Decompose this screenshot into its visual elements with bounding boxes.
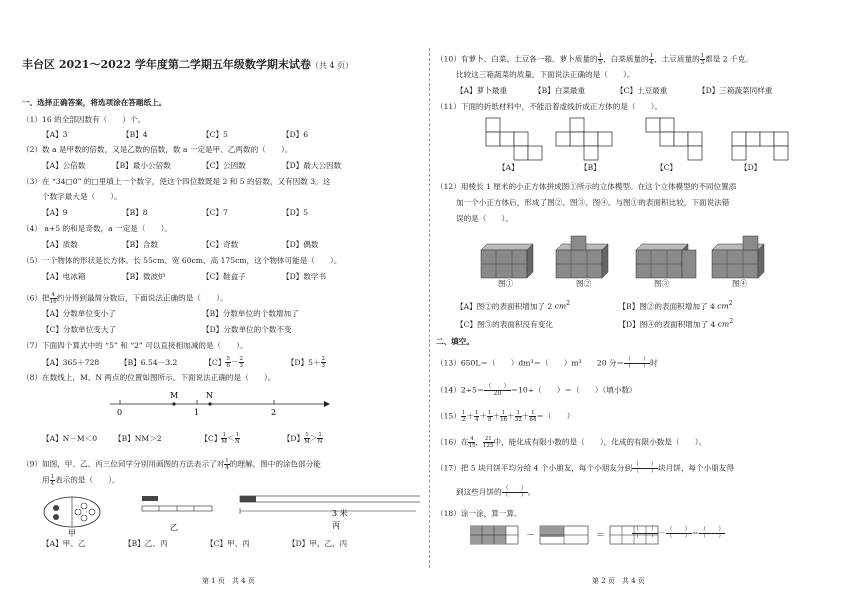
figure-bing-label: 丙 <box>332 521 340 530</box>
question-12-cont: 加一个小正方体后，形成了图②、图③、图④。与图①的表面积比较，下面说法错 <box>456 198 730 207</box>
question-12-figure-labels: 图① 图② 图③ 图④ <box>498 279 748 288</box>
question-9: （9）如图，甲、乙、丙三位同学分别用画图的方法表示了对 $\frac{1}{4}$ 的理解。图中的涂色部分能 <box>22 458 321 471</box>
point-n-label: N <box>206 391 213 400</box>
question-17-cont: 到这些月饼的 $\frac{( )}{( )}$ 。 <box>456 485 536 499</box>
question-10-options: 【A】萝卜最重 【B】白菜最重 【C】土豆最重 【D】三箱蔬菜同样重 <box>456 86 773 95</box>
svg-text:＝: ＝ <box>596 531 606 541</box>
question-8: （8）在数线上，M、N 两点的位置如图所示。下面说法正确的是（ ）。 <box>22 373 276 382</box>
question-9-figures <box>40 492 420 538</box>
question-4-options: 【A】质数 【B】合数 【C】奇数 【D】偶数 <box>42 240 319 249</box>
question-3-options: 【A】9 【B】8 【C】7 【D】5 <box>42 208 309 217</box>
svg-text:0: 0 <box>117 408 123 417</box>
question-7: （7）下面四个算式中的 “5” 和 “2” 可以直接相加减的是（ ）。 <box>22 341 248 350</box>
question-12-options-row2: 【C】图③的表面积没有变化 【D】图④的表面积增加了 4 $cm^2$ <box>456 318 734 329</box>
page-title: 丰台区 2021～2022 学年度第二学期五年级数学期末试卷（共 4 页） <box>22 58 354 71</box>
question-7-options: 【A】365＋728 【B】6.54－3.2 【C】 $\frac{5}{6}$ － $\frac{2}{3}$ 【D】5＋ $\frac{2}{3}$ <box>42 356 326 369</box>
figure-yi-label: 乙 <box>170 523 178 532</box>
question-4: （4） a+5 的和是奇数，a 一定是（ ）。 <box>22 224 173 233</box>
question-14: （14）2÷5＝ $\frac{( )}{20}$ ＝10÷（ ）＝（ ）（填小数） <box>436 383 637 397</box>
footer-page-2: 第 2 页 共 4 页 <box>592 577 645 585</box>
question-3: （3）在 “34□0” 的□里填上一个数字，使这个四位数既是 2 和 5 的倍数，又有因数 3。这 <box>22 177 331 186</box>
question-1: （1）16 的全部因数有（ ）个。 <box>22 115 146 124</box>
svg-text:1: 1 <box>194 408 200 417</box>
number-line-figure <box>102 388 332 420</box>
question-12: （12）用棱长 1 厘米的小正方体拼成图①所示的立体模型。在这个立体模型的不同位置添 <box>436 182 737 191</box>
question-12-cont2: 误的是（ ）。 <box>456 214 513 223</box>
question-11-options: 【A】 【B】 【C】 【D】 <box>498 163 762 172</box>
question-3-cont: 个数字最大是（ ）。 <box>42 192 122 201</box>
question-12-options-row1: 【A】图②的表面积增加了 2 $cm^2$ 【B】图②的表面积增加了 4 $cm^2$ <box>456 300 733 311</box>
question-6: （6）把 $\frac{4}{16}$ 约分得到最简分数后，下面说法正确的是（ ）。 <box>22 292 228 305</box>
footer-page-1: 第 1 页 共 4 页 <box>202 577 255 585</box>
fraction-4-16: $\frac{4}{16}$ <box>49 292 57 305</box>
question-1-options: 【A】3 【B】4 【C】5 【D】6 <box>42 130 309 139</box>
question-17: （17）把 5 块月饼平均分给 4 个小朋友，每个小朋友分到 $\frac{( )}{( )}$ 块月饼，每个小朋友得 <box>436 461 734 475</box>
column-divider <box>429 48 430 568</box>
svg-text:－: － <box>526 531 536 541</box>
question-15: （15） $\frac{1}{2}$ ＋ $\frac{1}{4}$ ＋ $\frac{1}{8}$ ＋ $\frac{1}{16}$ ＋ $\frac{1}{32}$ ＋ $\frac{1}{64}$ ＝（ ） <box>436 410 575 423</box>
section-1-heading: 一、选择正确答案，将选项涂在答题纸上。 <box>22 98 167 107</box>
figure-jia-label: 甲 <box>68 529 76 538</box>
question-11: （11）下面的折纸材料中，不能沿着虚线折成正方体的是（ ）。 <box>436 102 663 111</box>
question-5-options: 【A】电冰箱 【B】微波炉 【C】鞋盒子 【D】数学书 <box>42 272 327 281</box>
question-5: （5）一个物体的形状是长方体。长 55cm、宽 60cm、高 175cm，这个物体可能是（ ）。 <box>22 256 342 265</box>
question-2-options: 【A】公倍数 【B】最小公倍数 【C】公因数 【D】最大公因数 <box>42 161 342 170</box>
question-10: （10）有萝卜、白菜、土豆各一箱。萝卜质量的 $\frac{1}{5}$ ，白菜质量的 $\frac{1}{4}$ ，土豆质量的 $\frac{1}{3}$ 都是 2 千克。 <box>436 53 753 66</box>
question-6-options-row2: 【C】分数单位变大了 【D】分数单位的个数不变 <box>42 325 292 334</box>
question-16: （16）在 $\frac{4}{15}$ ， $\frac{21}{125}$ 中，能化成有限小数的是（ ），化成的有限小数是（ ）。 <box>436 436 707 449</box>
question-13: （13）650L＝（ ）dm³＝（ ）m³ 20 分＝ $\frac{( )}{( )}$ 时 <box>436 356 658 370</box>
question-10-cont: 比较这三箱蔬菜的质量，下面说法正确的是（ ）。 <box>456 70 635 79</box>
question-18-formula: $\frac{( )}{( )}$ － $\frac{( )}{( )}$ ＝ $\frac{( )}{( )}$ <box>633 526 725 540</box>
question-8-options: 【A】N－M＜0 【B】NM＞2 【C】 $\frac{1}{M}$ ＜ $\frac{1}{N}$ 【D】 $\frac{1}{M}$ ＞ $\frac{1}{N}$ <box>42 432 323 445</box>
question-6-options-row1: 【A】分数单位变小了 【B】分数单位的个数增加了 <box>42 309 299 318</box>
question-2: （2）数 a 是甲数的倍数，又是乙数的倍数，数 a 一定是甲、乙两数的（ ）。 <box>22 145 293 154</box>
three-meter-label: 3 米 <box>332 509 348 518</box>
svg-text:2: 2 <box>271 408 277 417</box>
point-m-label: M <box>170 391 179 400</box>
question-9-cont: 用 $\frac{1}{4}$ 表示的是（ ）。 <box>42 474 120 487</box>
section-2-heading: 二、填空。 <box>436 337 474 346</box>
question-9-options: 【A】甲、乙 【B】乙、丙 【C】甲、丙 【D】甲、乙、丙 <box>42 539 348 548</box>
question-18: （18）涂一涂，算一算。 <box>436 509 522 518</box>
